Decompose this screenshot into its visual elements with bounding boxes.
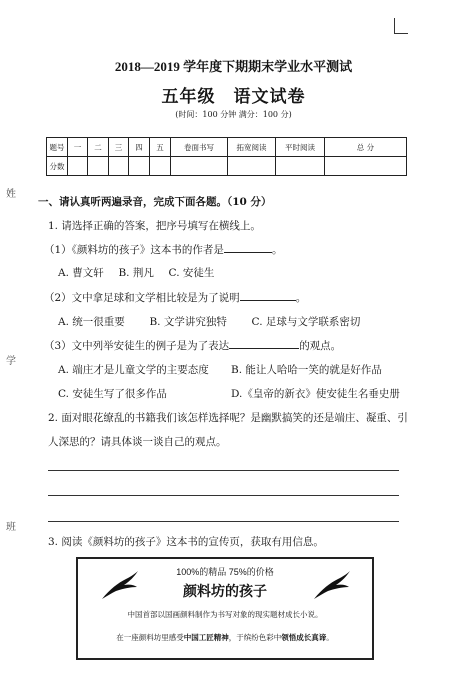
q3-stem: 3. 阅读《颜料坊的孩子》这本书的宣传页，获取有用信息。 [48,536,324,548]
score-table-header-row [47,138,407,157]
section1-heading: 一、请认真听两遍录音，完成下面各题。（10 分） [38,196,272,208]
margin-label-school: 学 [6,356,16,367]
score-input-cell[interactable] [150,157,171,176]
score-input-cell[interactable] [171,157,228,176]
promo-description: 中国首部以国画颜料制作为书写对象的现实题材成长小说。 [127,610,323,619]
q1-sub2-text: （2）文中拿足球和文学相比较是为了说明 [44,292,240,304]
q1-sub3 [44,338,341,353]
promo-tagline [78,632,372,643]
score-cell: 三 [109,138,129,157]
q1-sub1: （1）《颜料坊的孩子》这本书的作者是 。 [44,244,283,256]
option: C. 足球与文学联系密切 [251,316,361,328]
score-cell: 平时阅读 [276,138,325,157]
score-input-cell[interactable] [88,157,109,176]
q1-sub3-option-b: B. 能让人哈哈一笑的就是好作品 [231,364,382,376]
score-input-cell[interactable] [325,157,407,176]
answer-line[interactable] [48,495,399,496]
exam-title: 2018—2019 学年度下期期末学业水平测试 [114,59,353,74]
margin-label-name: 姓 [6,189,16,200]
answer-blank[interactable] [240,290,296,301]
score-cell: 四 [129,138,150,157]
q1-sub2: （2）文中拿足球和文学相比较是为了说明 。 [44,292,307,304]
score-cell: 一 [68,138,88,157]
score-table-score-row [47,157,407,176]
promo-book-title: 颜料坊的孩子 [183,583,267,599]
q1-sub1-options [58,265,214,280]
book-promo-box [76,557,374,660]
tagline-part: 。 [326,633,334,642]
score-table [46,137,407,176]
score-cell: 卷面书写 [171,138,228,157]
corner-mark-vertical [394,18,395,33]
q1-sub2-options [58,314,360,329]
answer-blank[interactable] [224,242,272,253]
option: C. 安徒生 [168,267,215,279]
score-row-label: 分数 [47,157,68,176]
score-input-cell[interactable] [109,157,129,176]
option: B. 荆凡 [118,267,154,279]
q1-sub1-text: （1）《颜料坊的孩子》这本书的作者是 [44,244,224,256]
q1-sub3-option-d: D.《皇帝的新衣》使安徒生名垂史册 [231,388,400,400]
score-input-cell[interactable] [228,157,276,176]
q1-sub3-tail: 的观点。 [299,340,342,352]
q2-line2: 人深思的？请具体谈一谈自己的观点。 [48,436,227,448]
q1-sub3-option-c: C. 安徒生写了很多作品 [58,388,167,400]
tagline-part: ，于缤纷色彩中 [228,633,282,642]
exam-subtitle [0,82,467,107]
margin-label-class: 班 [6,522,16,533]
grade-label: 五年级 [161,87,216,107]
answer-line[interactable] [48,470,399,471]
subject-label: 语文试卷 [233,87,306,107]
option: A. 统一很重要 [58,316,125,328]
exam-meta: (时间：100 分钟 满分：100 分) [175,110,292,119]
score-cell: 题号 [47,138,68,157]
score-input-cell[interactable] [129,157,150,176]
promo-price-line: 100%的精品 75%的价格 [176,567,274,577]
score-cell: 总 分 [325,138,407,157]
option: A. 曹文轩 [58,267,104,279]
score-cell: 二 [88,138,109,157]
tagline-emphasis: 领悟成长真谛 [281,633,327,642]
q1-stem: 1. 请选择正确的答案，把序号填写在横线上。 [48,220,261,232]
q1-sub3-text: （3）文中列举安徒生的例子是为了表达 [44,340,230,352]
answer-line[interactable] [48,521,399,522]
score-input-cell[interactable] [276,157,325,176]
option: B. 文学讲究独特 [149,316,227,328]
corner-mark-horizontal [394,33,408,34]
answer-blank[interactable] [229,338,299,349]
score-cell: 拓宽阅读 [228,138,276,157]
score-cell: 五 [150,138,171,157]
q2-line1: 2. 面对眼花缭乱的书籍我们该怎样选择呢？是幽默搞笑的还是端庄、凝重、引 [48,412,408,424]
score-input-cell[interactable] [68,157,88,176]
tagline-part: 在一座颜料坊里感受 [116,633,184,642]
tagline-emphasis: 中国工匠精神 [183,633,229,642]
q1-sub3-option-a: A. 端庄才是儿童文学的主要态度 [58,364,209,376]
